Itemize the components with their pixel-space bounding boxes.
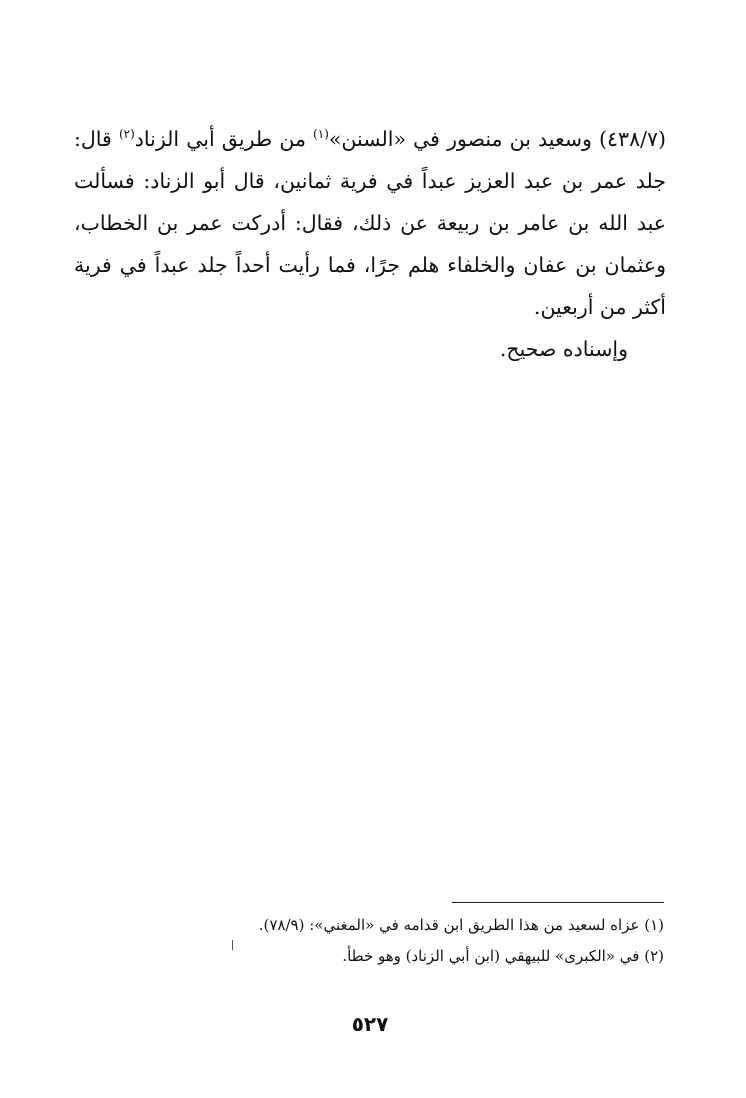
footnote-ref-1: (١) (313, 127, 329, 142)
footnote-2-text: في «الكبرى» للبيهقي (ابن أبي الزناد) وهو خطأ. (342, 947, 640, 965)
page-number: ٥٢٧ (351, 1012, 389, 1036)
footnote-1 (150, 910, 664, 941)
main-text (74, 118, 666, 370)
paragraph-part-2: من طريق أبي الزناد (134, 127, 314, 151)
footnote-ref-2: (٢) (118, 127, 135, 142)
hadith-paragraph (74, 118, 666, 328)
paragraph-part-3: قال: جلد عمر بن عبد العزيز عبداً في فرية ثمانين، قال أبو الزناد: فسألت عبد الله بن عامر بن ربيعة عن ذلك، فقال: أدركت عمر بن الخطاب، وعثمان بن عفان والخلفاء هلم جرًا، فما رأيت أحداً جلد عبداً في فرية أكثر من أربعين. (74, 127, 666, 319)
scan-speck (232, 940, 233, 950)
grading-line: وإسناده صحيح. (499, 337, 628, 361)
footnote-1-marker: (١) (644, 916, 664, 934)
footnote-2-marker: (٢) (644, 947, 664, 965)
footnote-1-text: عزاه لسعيد من هذا الطريق ابن قدامه في «المغني»: (٧٨/٩). (258, 916, 640, 934)
footnote-2 (150, 941, 664, 972)
paragraph-part-1: (٤٣٨/٧) وسعيد بن منصور في «السنن» (328, 127, 666, 151)
footnotes (150, 910, 664, 972)
footnote-separator (452, 902, 664, 903)
